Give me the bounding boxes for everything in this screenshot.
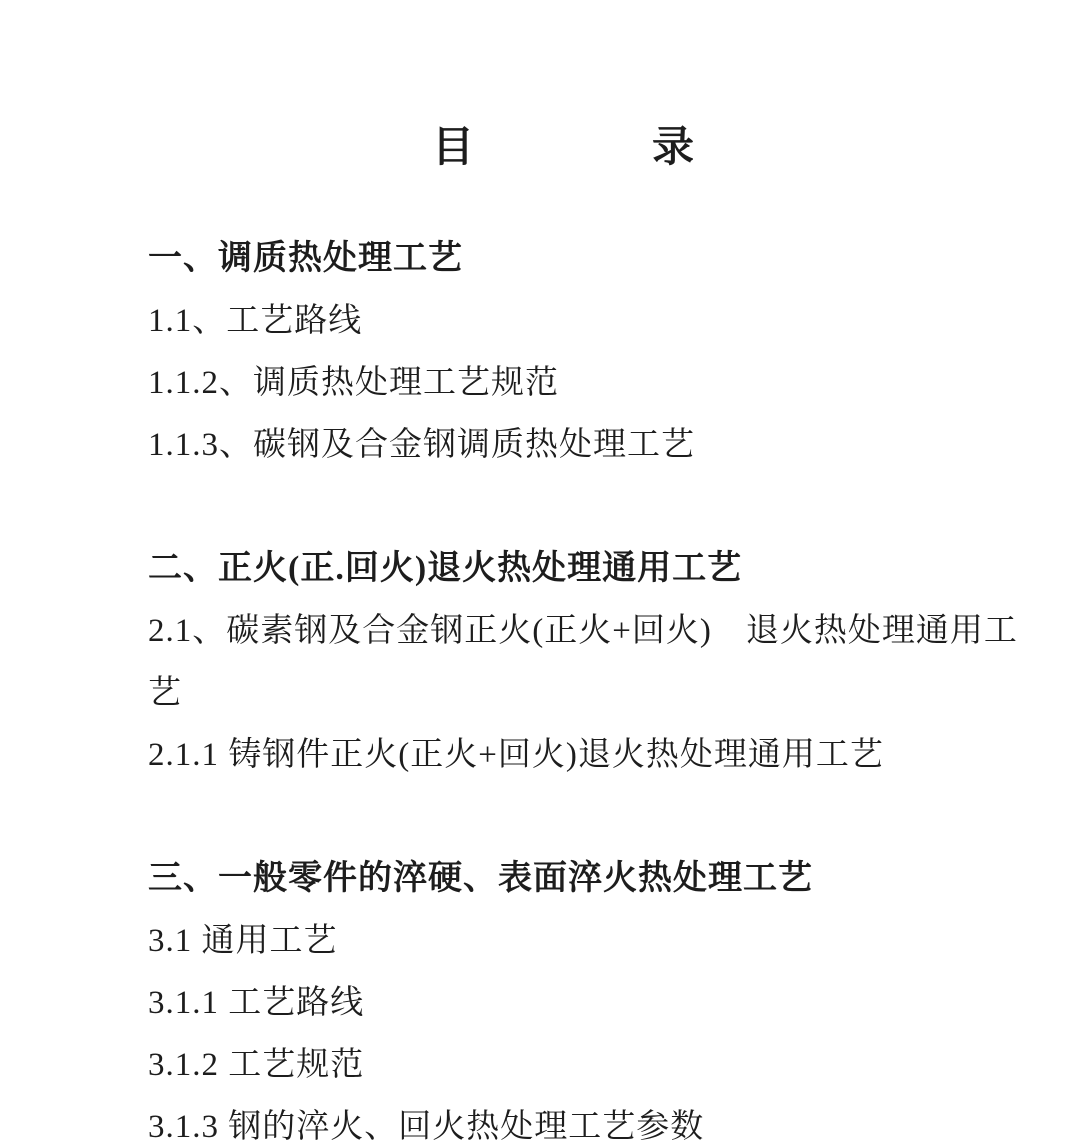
toc-item-3-1-1: 3.1.1 工艺路线: [148, 985, 365, 1021]
toc-item-1-1-2: 1.1.2、调质热处理工艺规范: [148, 365, 559, 401]
section-heading-1: 一、调质热处理工艺: [148, 240, 463, 277]
page-title: 目 录: [431, 125, 696, 171]
toc-item-1-1: 1.1、工艺路线: [148, 303, 363, 339]
section-heading-3: 三、一般零件的淬硬、表面淬火热处理工艺: [148, 860, 813, 897]
toc-item-3-1: 3.1 通用工艺: [148, 923, 338, 959]
section-heading-2: 二、正火(正.回火)退火热处理通用工艺: [148, 550, 743, 587]
toc-item-1-1-3: 1.1.3、碳钢及合金钢调质热处理工艺: [148, 427, 695, 463]
toc-item-3-1-2: 3.1.2 工艺规范: [148, 1047, 365, 1083]
toc-item-3-1-3: 3.1.3 钢的淬火、回火热处理工艺参数: [148, 1109, 705, 1145]
toc-item-2-1-line1: 2.1、碳素钢及合金钢正火(正火+回火) 退火热处理通用工: [148, 613, 1018, 649]
toc-item-2-1-line2-wrap: 艺: [148, 675, 182, 711]
toc-item-2-1-1: 2.1.1 铸钢件正火(正火+回火)退火热处理通用工艺: [148, 737, 884, 773]
